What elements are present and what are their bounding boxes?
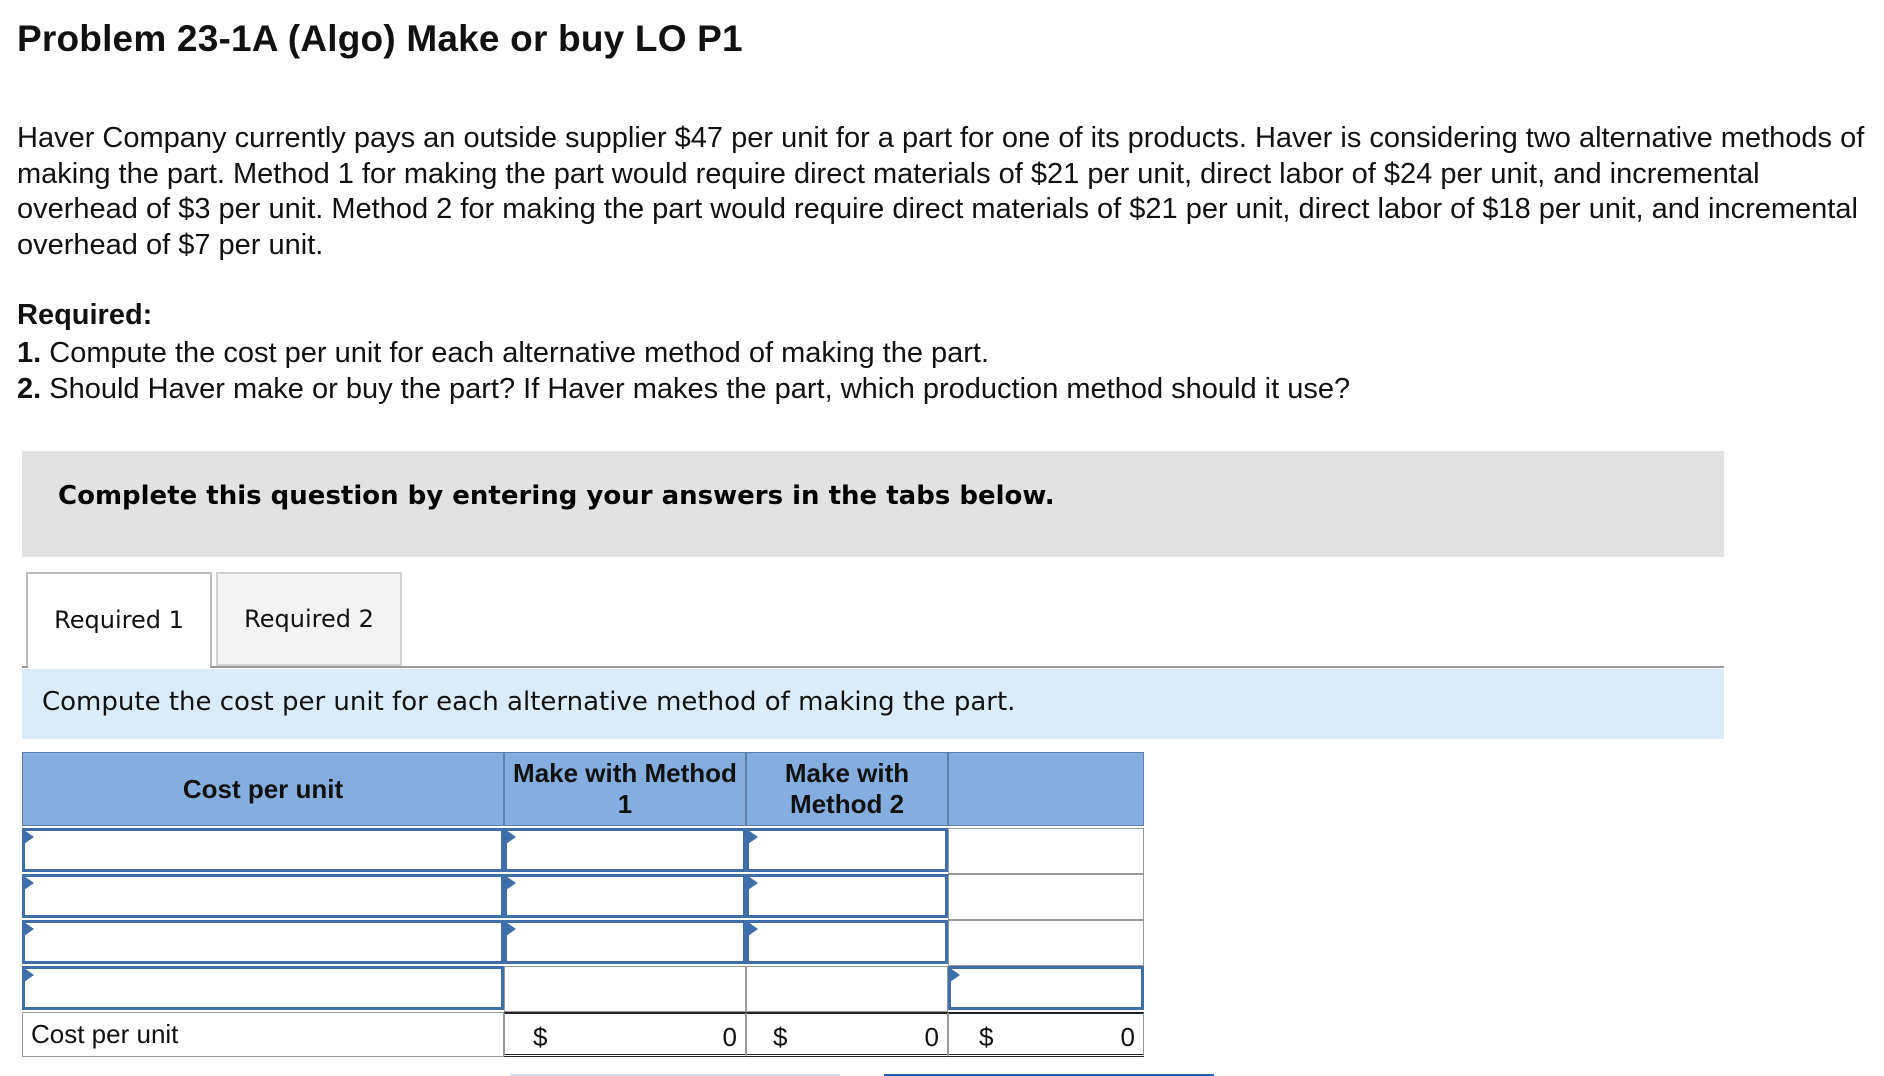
total-method-2-value: 0 — [924, 1022, 939, 1052]
row-3-method-2-input[interactable] — [746, 920, 948, 964]
header-method-2: Make with Method 2 — [746, 752, 948, 826]
total-buy-value: 0 — [1120, 1022, 1135, 1052]
banner-text: Complete this question by entering your answers in the tabs below. — [58, 481, 1055, 511]
header-cost-per-unit: Cost per unit — [22, 752, 504, 826]
problem-intro: Haver Company currently pays an outside supplier $47 per unit for a part for one of its products. Haver is considering two alternative methods of making the part. Method 1 for making the part would require direct materials of $21 per unit, direct labor of $24 per unit, and incremental overhead of $3 per unit. Method 2 for making the part would require direct materials of $21 per unit, direct labor of $18 per unit, and incremental overhead of $7 per unit. — [17, 122, 1865, 261]
problem-title: Problem 23-1A (Algo) Make or buy LO P1 — [17, 18, 743, 59]
cost-table — [22, 752, 1144, 1057]
row-2-method-1-input[interactable] — [504, 874, 746, 918]
row-3-method-1-input[interactable] — [504, 920, 746, 964]
requirement-1 — [17, 337, 989, 370]
required-heading: Required: — [17, 299, 153, 331]
instructions-banner — [22, 451, 1724, 557]
row-3-label-input[interactable] — [22, 920, 504, 964]
total-buy-cell — [948, 1012, 1144, 1057]
tab-instruction — [22, 669, 1724, 739]
total-row-label: Cost per unit — [22, 1012, 504, 1057]
row-1-method-1-input[interactable] — [504, 828, 746, 872]
tab-required-1[interactable]: Required 1 — [26, 572, 212, 666]
row-4-label-input[interactable] — [22, 966, 504, 1010]
requirement-text: Compute the cost per unit for each alternative method of making the part. — [49, 337, 990, 369]
requirement-text: Should Haver make or buy the part? If Haver makes the part, which production method should it use? — [49, 373, 1351, 405]
row-1-label-input[interactable] — [22, 828, 504, 872]
row-1-buy-cell — [948, 828, 1144, 874]
total-method-2-cell — [746, 1012, 948, 1057]
currency-symbol: $ — [533, 1022, 548, 1052]
row-2-method-2-input[interactable] — [746, 874, 948, 918]
row-4-method-2-cell — [746, 966, 948, 1012]
row-2-buy-cell — [948, 874, 1144, 920]
row-3-buy-cell — [948, 920, 1144, 966]
row-2-label-input[interactable] — [22, 874, 504, 918]
tab-required-2[interactable]: Required 2 — [216, 572, 402, 666]
instruction-text: Compute the cost per unit for each alternative method of making the part. — [42, 687, 1016, 717]
row-4-buy-input[interactable] — [948, 966, 1144, 1010]
row-4-method-1-cell — [504, 966, 746, 1012]
header-method-1: Make with Method 1 — [504, 752, 746, 826]
total-method-1-value: 0 — [722, 1022, 737, 1052]
currency-symbol: $ — [979, 1022, 994, 1052]
total-method-1-cell — [504, 1012, 746, 1057]
requirement-2 — [17, 373, 1350, 406]
tab-divider — [22, 666, 1724, 668]
requirement-number: 2. — [17, 373, 42, 405]
row-1-method-2-input[interactable] — [746, 828, 948, 872]
currency-symbol: $ — [773, 1022, 788, 1052]
header-buy — [948, 752, 1144, 826]
requirement-number: 1. — [17, 337, 42, 369]
